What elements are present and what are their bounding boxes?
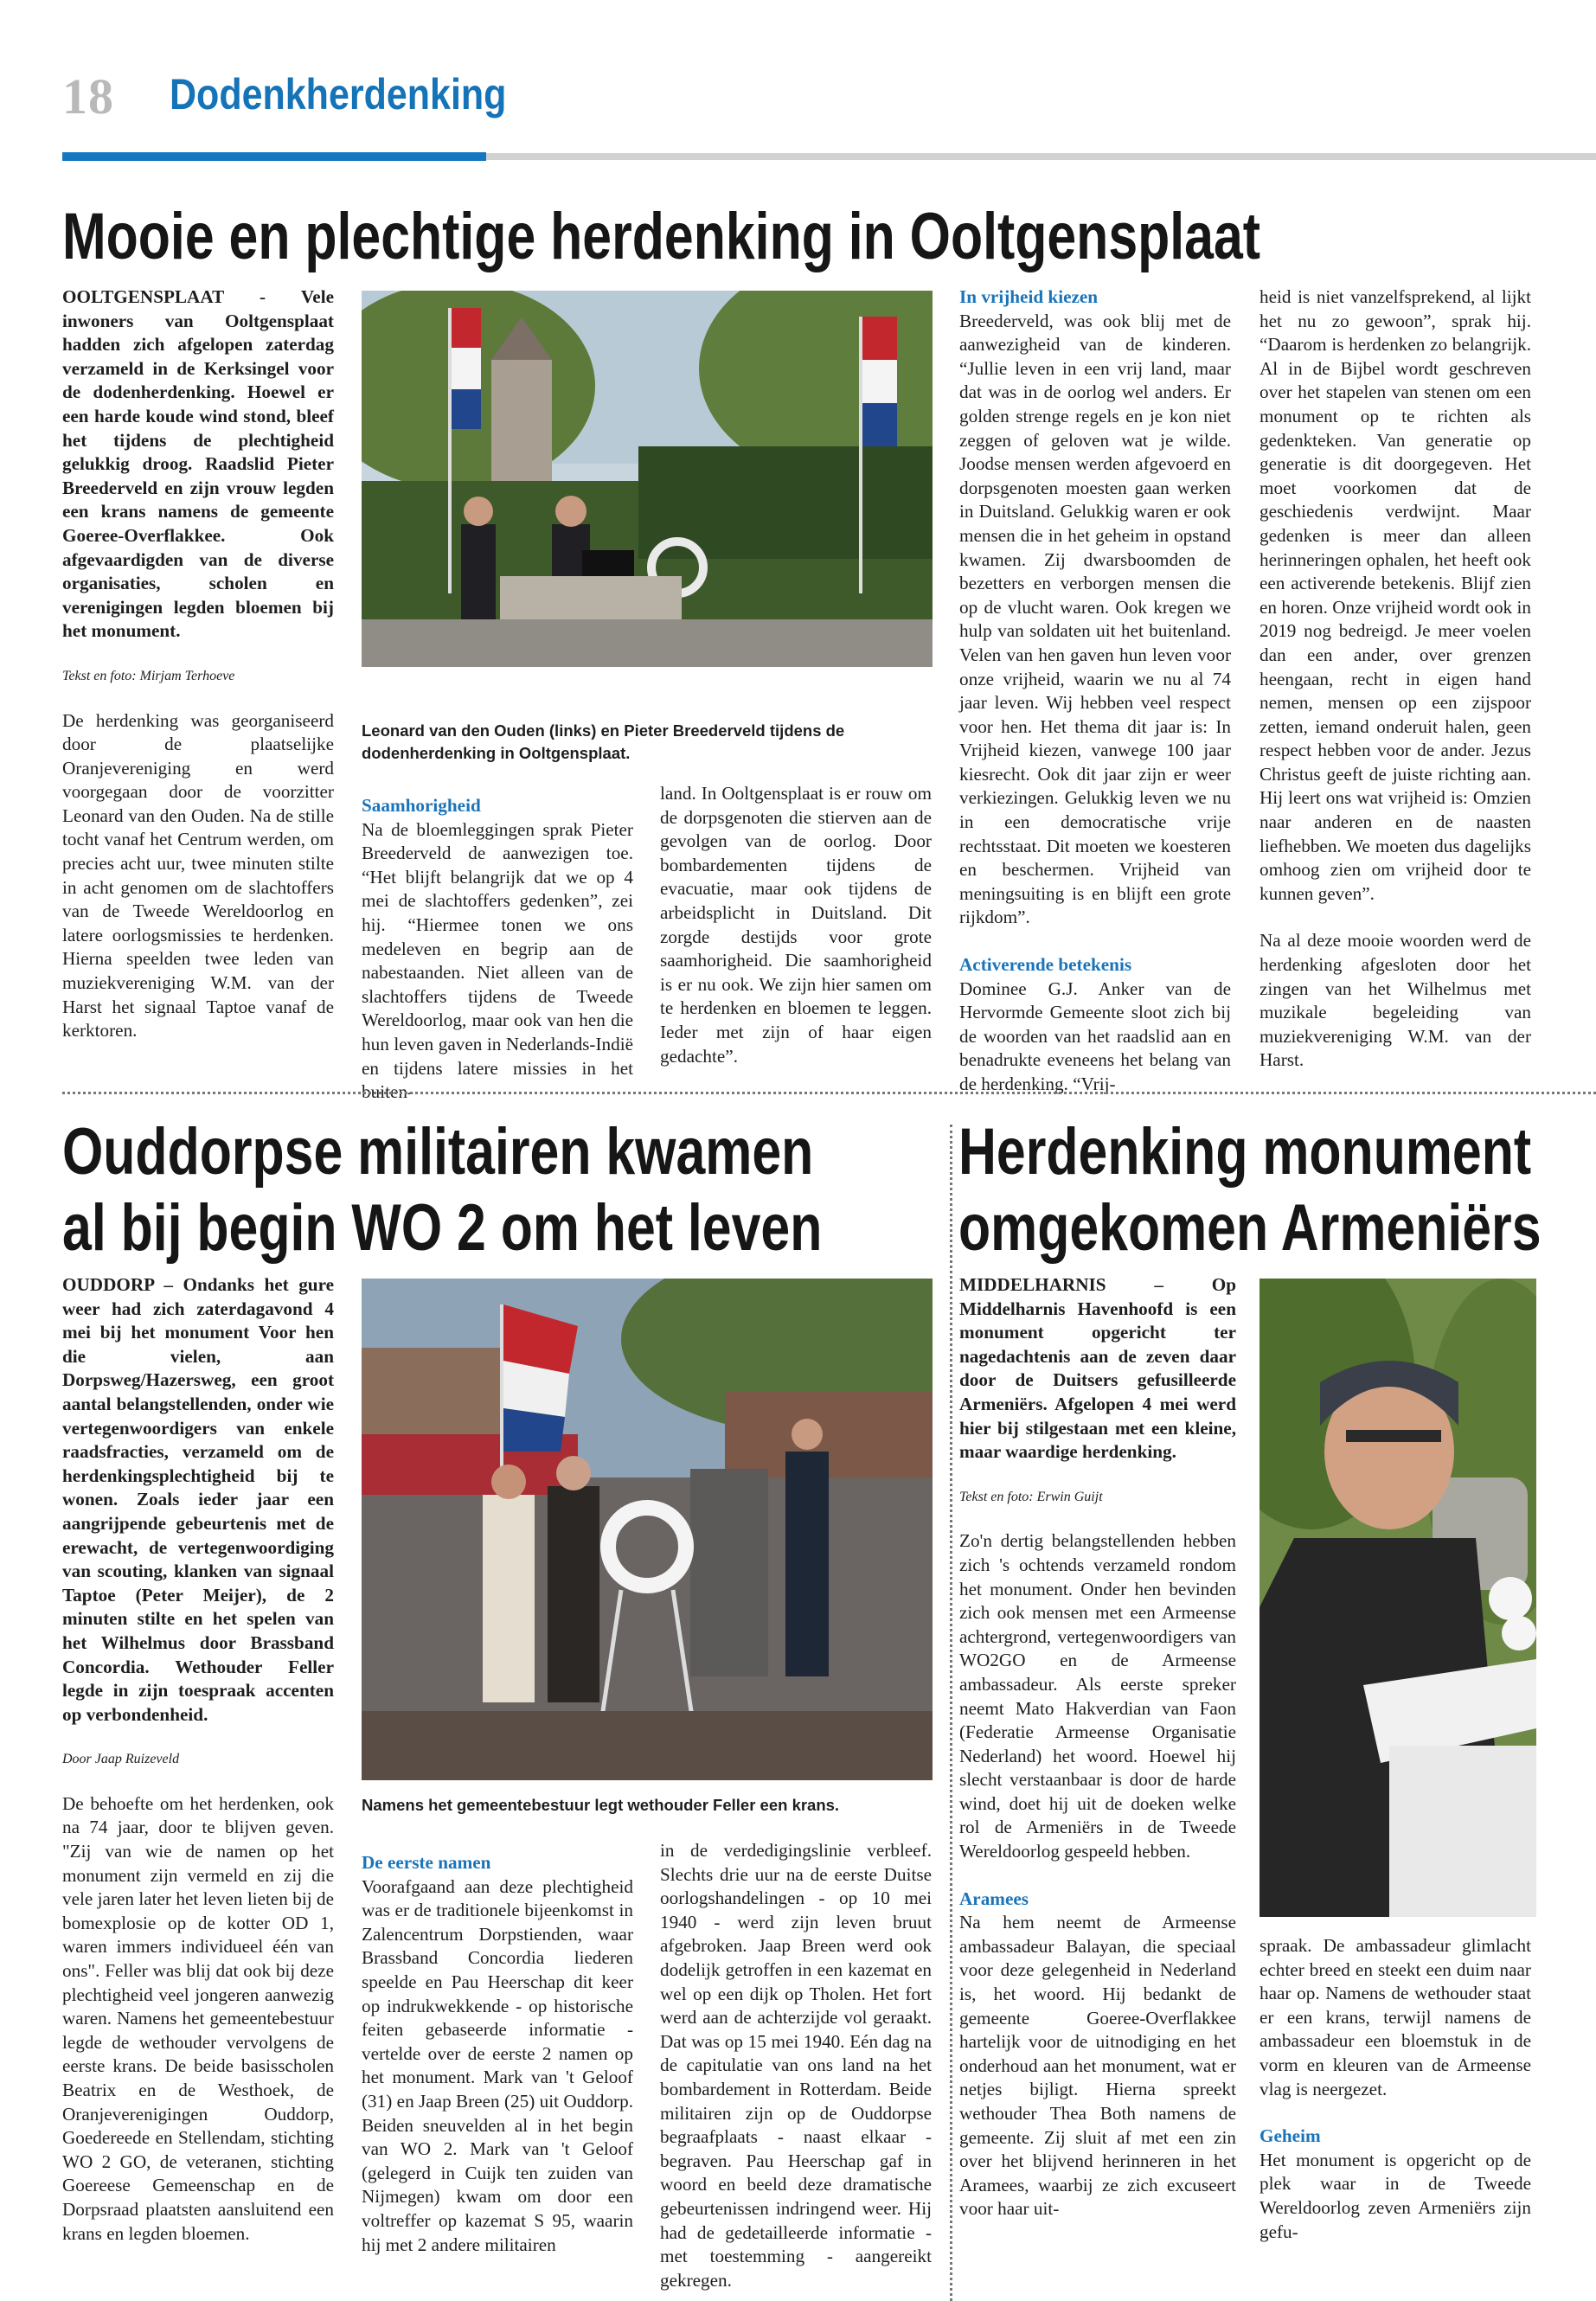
article3-col1-body2: Na hem neemt de Armeense ambassadeur Balayan, die speciaal voor deze gelegenheid in Nederland is, het woord. Hij bedankt de gemeente Goeree-Overflakkee hartelijk voor de uitnodiging en het onderhoud aan het monument, wat er netjes bijligt. Hierna spreekt wethouder Thea Both namens de gemeente. Zij sluit af met een zin over het blijvend herinneren in het Aramees, waarbij ze zich excuseert voor haar uit-: [959, 1912, 1236, 2220]
article1-subhead-activerende: Activerende betekenis: [959, 954, 1132, 976]
article1-col2: [362, 794, 633, 1105]
article2-headline-line1: Ouddorpse militairen kwamen: [62, 1115, 814, 1189]
article3-subhead-aramees: Aramees: [959, 1888, 1029, 1909]
article1-col3: [660, 782, 932, 1068]
article3-subhead-geheim: Geheim: [1259, 2125, 1321, 2147]
article3-photo: [1259, 1279, 1536, 1917]
page-number: 18: [62, 68, 114, 125]
article1-col4: [959, 285, 1231, 1097]
header-rule-accent: [62, 152, 486, 161]
armenian-monument-speaker-photo: [1259, 1279, 1536, 1917]
article1-credit: Tekst en foto: Mirjam Terhoeve: [62, 668, 235, 683]
article1-col5-body1: heid is niet vanzelfsprekend, al lijkt het nu zo gewoon”, sprak hij. “Daarom is herdenken zo belangrijk. Al in de Bijbel wordt geschreven over het stapelen van stenen om een monument op te richten als gedenkteken. Van generatie op generatie is dit doorgegeven. Het moet voorkomen dat de geschiedenis verdwijnt. Maar gedenken is meer dan alleen herinneringen ophalen, het heeft ook een activerende betekenis. Blijf zien en horen. Onze vrijheid wordt ook in 2019 nog bedreigd. Je meer voelen dan een ander, over grenzen heengaan, recht in eigen hand nemen, mensen op een zijspoor zetten, iemand onderuit halen, geen respect hebben voor de ander. Jezus Christus geeft de juiste richting aan. Hij leert ons wat vrijheid is: Omzien naar anderen en de naasten liefhebben. We moeten dus dagelijks omhoog zien om vrijheid door te kunnen geven”.: [1259, 286, 1531, 904]
article2-photo-caption: Namens het gemeentebestuur legt wethouder Feller een krans.: [362, 1796, 840, 1814]
article3-headline-line1: Herdenking monument: [958, 1115, 1532, 1189]
article1-photo: [362, 291, 933, 667]
article2-col1-body: De behoefte om het herdenken, ook na 74 jaar, door te blijven geven. "Zij van wie de namen op het monument zijn vermeld en zij die vele jaren later het leven lieten bij de bomexplosie op de kotter OD 1, waren immers individueel één van ons". Feller was blij dat ook bij deze plechtigheid veel jongeren aanwezig waren. Namens het gemeentebestuur legde de wethouder vervolgens de eerste krans. De beide basisscholen Beatrix en de Westhoek, de Oranjeverenigingen Ouddorp, Goedereede en Stellendam, stichting WO 2 GO, de veteranen, stichting Goereese Gemeenschap en de Dorpsraad plaatsten aansluitend een krans en legden bloemen.: [62, 1792, 334, 2244]
column-divider: [950, 1125, 952, 2301]
article1-col5-body2: Na al deze mooie woorden werd de herdenking afgesloten door het zingen van het Wilhelmus met muzikale begeleiding van muziekvereniging W.M. van der Harst.: [1259, 930, 1531, 1071]
article3-lead: MIDDELHARNIS – Op Middelharnis Havenhoofd is een monument opgericht ter nagedachtenis aan de zeven daar door de Duitsers gefusilleerde Armeniërs. Afgelopen 4 mei werd hier bij stilgestaan met een kleine, maar waardige herdenking.: [959, 1274, 1236, 1463]
article2-col2: [362, 1851, 633, 2257]
article2-col2-body: Voorafgaand aan deze plechtigheid was er de traditionele bijeenkomst in Zalencentrum Dorpstienden, waar Brassband Concordia liederen speelde en Pau Heerschap dit keer op indrukwekkende - op historische feiten gebaseerde informatie - vertelde over de eerste 2 namen op het monument. Mark van 't Geloof (31) en Jaap Breen (25) uit Ouddorp. Beiden sneuvelden al in het begin van WO 2. Mark van 't Geloof (gelegerd in Cuijk ten zuiden van Nijmegen) kwam om door een voltreffer op kazemat S 95, waarin hij met 2 andere militairen: [362, 1875, 633, 2255]
article2-headline-line2: al bij begin WO 2 om het leven: [62, 1191, 823, 1265]
article1-photo-caption: Leonard van den Ouden (links) en Pieter Breederveld tijdens de dodenherdenking in Ooltgensplaat.: [362, 721, 845, 762]
article2-lead: OUDDORP – Ondanks het gure weer had zich zaterdagavond 4 mei bij het monument Voor hen die vielen, aan Dorpsweg/Hazersweg, een groot aantal belangstellenden, onder wie vertegenwoordigers van enkele raadsfracties, verzameld om de herdenkingsplechtigheid bij te wonen. Zoals ieder jaar een aangrijpende gebeurtenis met de erewacht, de vertegenwoordiging van scouting, klanken van signaal Taptoe (Peter Meijer), de 2 minuten stilte en het spelen van het Wilhelmus door Brassband Concordia. Wethouder Feller legde in zijn toespraak accenten op verbondenheid.: [62, 1274, 334, 1725]
article1-col4-body1: Breederveld, was ook blij met de aanwezigheid van de kinderen. “Jullie leven in een vrij land, maar dat was in de oorlog wel anders. Er golden strenge regels en je kon niet zeggen of geloven wat je wilde. Joodse mensen werden afgevoerd en dorpsgenoten moesten gaan werken in Duitsland. Gelukkig waren er ook mensen die in het geheim in opstand kwamen. Zij dwarsboomden de bezetters en verborgen mensen die op de vlucht waren. Ook kregen we hulp van soldaten uit het buitenland. Velen van hen gaven hun leven voor onze vrijheid, waarin we nu al 74 jaar leven. Wij hebben veel respect voor hen. Het thema dit jaar is: In Vrijheid kiezen, vanwege 100 jaar kiesrecht. Ook dit jaar zijn er weer verkiezingen. Gelukkig leven we nu in een democratische vrije rechtsstaat. Dit moeten we koesteren en beschermen. Vrijheid van meningsuiting is en blijft een grote rijkdom”.: [959, 310, 1231, 928]
article1-col5: [1259, 285, 1531, 1073]
article1-col4-body2: Dominee G.J. Anker van de Hervormde Gemeente sloot zich bij de woorden van het raadslid aan en benadrukte eveneens het belang van de herdenking. “Vrij-: [959, 977, 1231, 1094]
ooltgensplaat-ceremony-photo: [362, 291, 933, 667]
article1-subhead-saamhorigheid: Saamhorigheid: [362, 795, 481, 816]
article2-credit: Door Jaap Ruizeveld: [62, 1752, 180, 1767]
article3-col2: [1259, 1934, 1531, 2244]
article1-col2-body: Na de bloemleggingen sprak Pieter Breederveld de aanwezigen toe. “Het blijft belangrijk dat we op 4 mei de slachtoffers gedenken”, zei hij. “Hiermee tonen we ons medeleven en begrip aan de nabestaanden. Niet alleen van de slachtoffers tijdens de Tweede Wereldoorlog, maar ook van hen die hun leven gaven in Nederlands-Indië en tijdens latere missies in het buiten-: [362, 818, 633, 1103]
article2-col3: [660, 1839, 932, 2292]
article3-col2-body1: spraak. De ambassadeur glimlacht echter breed en steekt een duim naar haar op. Namens de wethouder staat er een krans, terwijl namens de ambassadeur een bloemstuk in de vorm en kleuren van de Armeense vlag is neergezet.: [1259, 1935, 1531, 2099]
article3-headline-line2: omgekomen Armeniërs: [958, 1191, 1542, 1265]
article3-credit: Tekst en foto: Erwin Guijt: [959, 1489, 1103, 1504]
article2-col1: [62, 1273, 334, 2246]
article2-photo: [362, 1279, 933, 1780]
article1-subhead-vrijheid: In vrijheid kiezen: [959, 286, 1099, 307]
article2-subhead-namen: De eerste namen: [362, 1852, 491, 1873]
section-title: Dodenkherdenking: [170, 70, 507, 119]
article-divider: [62, 1092, 1596, 1094]
article1-col1-body: De herdenking was georganiseerd door de plaatselijke Oranjevereniging en werd voorgegaan door de voorzitter Leonard van den Ouden. Na de stille tocht vanaf het Centrum werden, om precies acht uur, twee minuten stilte in acht genomen om de slachtoffers van de Tweede Wereldoorlog en latere oorlogsmissies te herdenken. Hierna speelden twee leden van muziekvereniging W.M. van der Harst het signaal Taptoe vanaf de kerktoren.: [62, 709, 334, 1042]
article3-col1: [959, 1273, 1236, 2221]
article1-headline: Mooie en plechtige herdenking in Ooltgensplaat: [62, 200, 1261, 273]
ouddorp-wreath-photo: [362, 1279, 933, 1780]
article2-col3-body: in de verdedigingslinie verbleef. Slechts drie uur na de eerste Duitse oorlogshandelingen - op 10 mei 1940 - werd zijn leven bruut afgebroken. Jaap Breen werd ook dodelijk getroffen in een kazemat en wel op een dijk op Tholen. Het fort werd aan de achterzijde vol geraakt. Dat was op 15 mei 1940. Eén dag na de capitulatie van ons land na het bombardement in Rotterdam. Beide militairen zijn op de Ouddorpse begraafplaats - naast elkaar - begraven. Pau Heerschap gaf in woord en beeld deze dramatische gebeurtenissen indringend weer. Hij had de gedetailleerde informatie - met toestemming - aangereikt gekregen.: [660, 1840, 932, 2291]
article1-col3-body: land. In Ooltgensplaat is er rouw om de dorpsgenoten die stierven aan de gevolgen van de oorlog. Door bombardementen tijdens de evacuatie, maar ook tijdens de arbeidsplicht in Duitsland. Dit zorgde destijds voor grote saamhorigheid. Die saamhorigheid is er nu ook. We zijn hier samen om te herdenken en bloemen te leggen. Ieder met zijn of haar eigen gedachte”.: [660, 783, 932, 1067]
article3-col1-body1: Zo'n dertig belangstellenden hebben zich 's ochtends verzameld rondom het monument. Onder hen bevinden zich ook mensen met een Armeense achtergrond, vertegenwoordigers van WO2GO en de Armeense ambassadeur. Als eerste spreker neemt Mato Hakverdian van Faon (Federatie Armeense Organisatie Nederland) het woord. Hoewel hij slecht verstaanbaar is door de harde wind, doet hij uit de doeken welke rol de Armeniërs in de Tweede Wereldoorlog gespeeld hebben.: [959, 1530, 1236, 1862]
article1-col1: [62, 285, 334, 1043]
article3-col2-body2: Het monument is opgericht op de plek waar in de Tweede Wereldoorlog zeven Armeniërs zijn gefu-: [1259, 2149, 1531, 2242]
article1-lead: OOLTGENSPLAAT - Vele inwoners van Ooltgensplaat hadden zich afgelopen zaterdag verzameld in de Kerksingel voor de dodenherdenking. Hoewel er een harde koude wind stond, bleef het tijdens de plechtigheid gelukkig droog. Raadslid Pieter Breederveld en zijn vrouw legden een krans namens de gemeente Goeree-Overflakkee. Ook afgevaardigden van de diverse organisaties, scholen en verenigingen legden bloemen bij het monument.: [62, 286, 334, 642]
